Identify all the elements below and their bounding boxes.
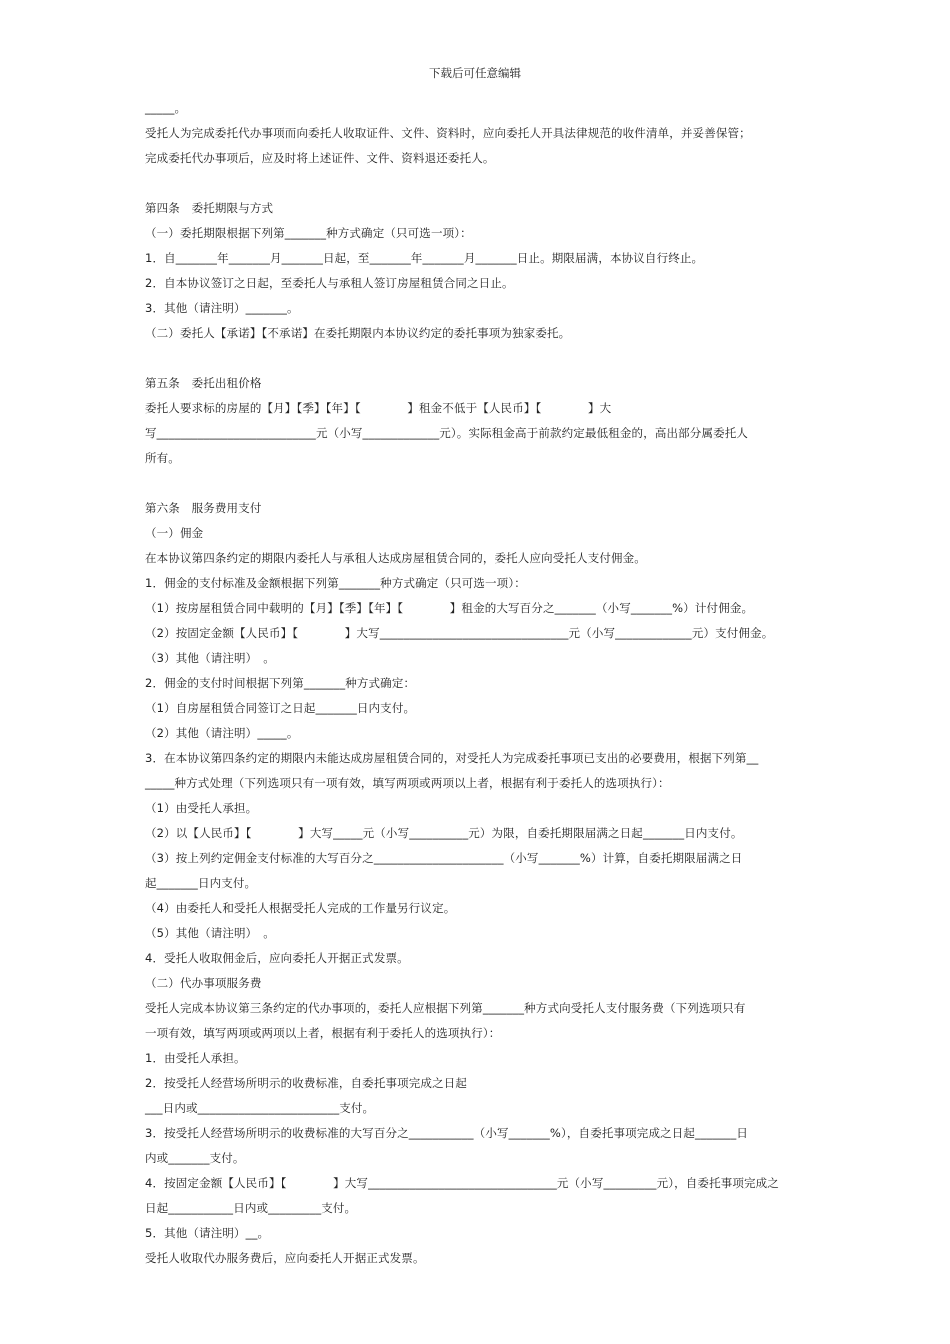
text-line: 2．佣金的支付时间根据下列第_______种方式确定： [145,676,416,690]
paragraph-spacer [145,171,810,196]
text-line: 受托人完成本协议第三条约定的代办事项的，委托人应根据下列第_______种方式向受托人支付服务费（下列选项只有 [145,1001,746,1015]
text-line: 1．自_______年_______月_______日起，至_______年_______月_______日止。期限届满，本协议自行终止。 [145,251,704,265]
text-line: 所有。 [145,451,180,465]
text-line: 2．按受托人经营场所明示的收费标准，自委托事项完成之日起 [145,1076,468,1090]
paragraph-spacer [145,346,810,371]
text-line: （2）其他（请注明）_____。 [145,726,299,740]
section-heading: 第六条 服务费用支付 [145,501,262,515]
text-line: （3）按上列约定佣金支付标准的大写百分之______________________（小写_______%）计算，自委托期限届满之日 [145,851,743,865]
text-line: 写___________________________元（小写_____________元）。实际租金高于前款约定最低租金的，高出部分属委托人 [145,426,749,440]
text-line: 3．按受托人经营场所明示的收费标准的大写百分之___________（小写_______%），自委托事项完成之日起_______日 [145,1126,748,1140]
text-line: 在本协议第四条约定的期限内委托人与承租人达成房屋租赁合同的，委托人应向受托人支付佣金。 [145,551,646,565]
text-line: 完成委托代办事项后，应及时将上述证件、文件、资料退还委托人。 [145,151,495,165]
section-heading: 第五条 委托出租价格 [145,376,262,390]
text-line: 3．其他（请注明）_______。 [145,301,299,315]
text-line: 受托人收取代办服务费后，应向委托人开据正式发票。 [145,1251,425,1265]
text-line: 3．在本协议第四条约定的期限内未能达成房屋租赁合同的，对受托人为完成委托事项已支出的必要费用，根据下列第__ [145,751,759,765]
text-line: （3）其他（请注明） 。 [145,651,275,665]
text-line: （4）由委托人和受托人根据受托人完成的工作量另行议定。 [145,901,456,915]
text-line: （一）佣金 [145,526,204,540]
text-line: 一项有效，填写两项或两项以上者，根据有利于委托人的选项执行）： [145,1026,501,1040]
text-line: （一）委托期限根据下列第_______种方式确定（只可选一项）： [145,226,472,240]
text-line: ___日内或________________________支付。 [145,1101,375,1115]
text-line: （5）其他（请注明） 。 [145,926,275,940]
text-line: （二）代办事项服务费 [145,976,262,990]
text-line: （2）以【人民币】【 】大写_____元（小写__________元）为限，自委托期限届满之日起_______日内支付。 [145,826,743,840]
text-line: （2）按固定金额【人民币】【 】大写________________________________元（小写_____________元）支付佣金。 [145,626,774,640]
text-line: （二）委托人【承诺】【不承诺】在委托期限内本协议约定的委托事项为独家委托。 [145,326,571,340]
text-line: _____种方式处理（下列选项只有一项有效，填写两项或两项以上者，根据有利于委托人的选项执行）： [145,776,670,790]
text-line: 4．按固定金额【人民币】【 】大写________________________________元（小写_________元），自委托事项完成之 [145,1176,779,1190]
text-line: 内或_______支付。 [145,1151,245,1165]
section-heading: 第四条 委托期限与方式 [145,201,274,215]
text-line: 1．佣金的支付标准及金额根据下列第_______种方式确定（只可选一项）： [145,576,526,590]
text-line: （1）自房屋租赁合同签订之日起_______日内支付。 [145,701,416,715]
text-line: （1）按房屋租赁合同中载明的【月】【季】【年】【 】租金的大写百分之_______（小写_______%）计付佣金。 [145,601,754,615]
text-line: _____。 [145,101,187,115]
text-line: 5．其他（请注明）__。 [145,1226,270,1240]
paragraph-spacer [145,471,810,496]
text-line: 1．由受托人承担。 [145,1051,246,1065]
text-line: （1）由受托人承担。 [145,801,258,815]
page-header: 下载后可任意编辑 [429,66,521,80]
text-line: 受托人为完成委托代办事项而向委托人收取证件、文件、资料时，应向委托人开具法律规范的收件清单，并妥善保管； [145,126,751,140]
text-line: 委托人要求标的房屋的【月】【季】【年】【 】租金不低于【人民币】【 】大 [145,401,612,415]
text-line: 4．受托人收取佣金后，应向委托人开据正式发票。 [145,951,409,965]
text-line: 起_______日内支付。 [145,876,257,890]
text-line: 日起___________日内或_________支付。 [145,1201,357,1215]
document-body [145,96,810,1271]
text-line: 2．自本协议签订之日起，至委托人与承租人签订房屋租赁合同之日止。 [145,276,514,290]
